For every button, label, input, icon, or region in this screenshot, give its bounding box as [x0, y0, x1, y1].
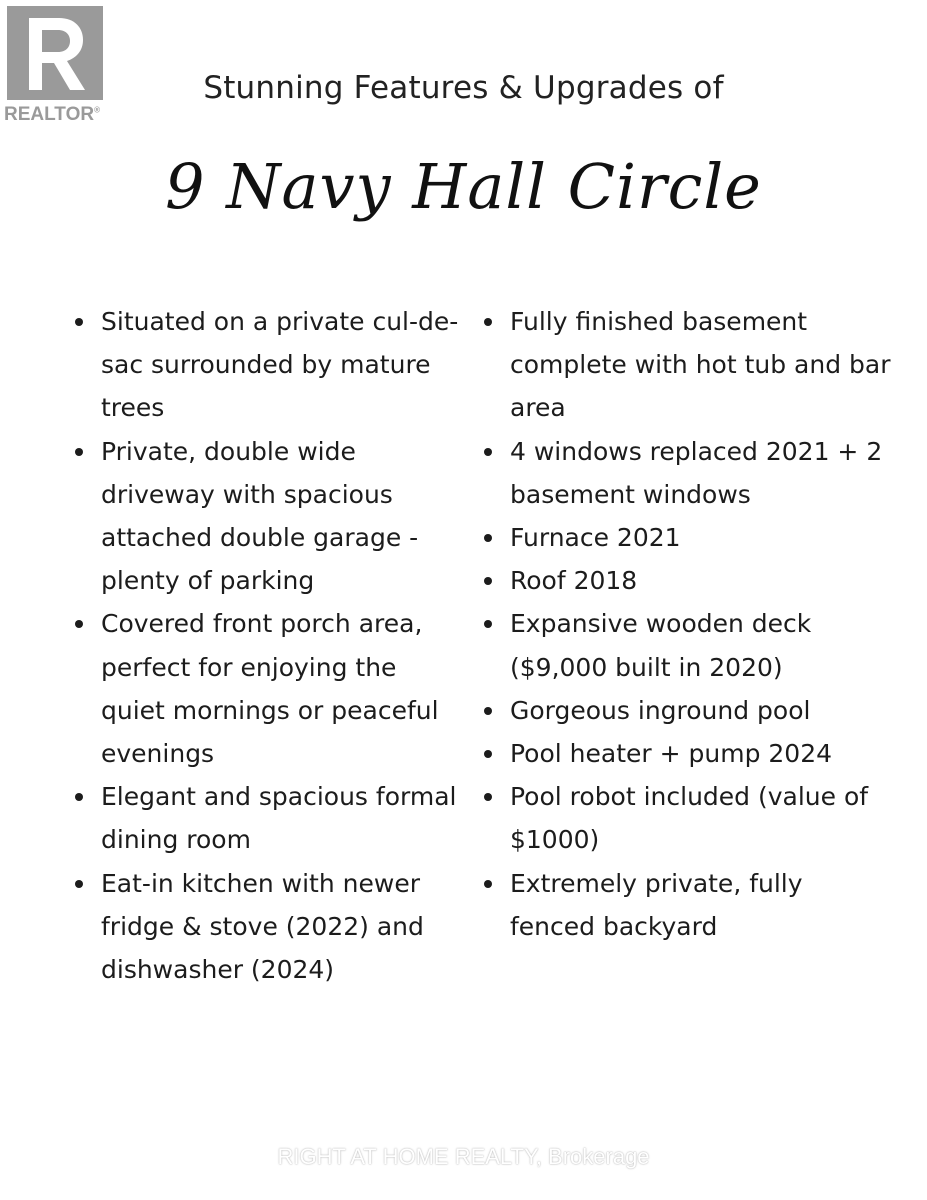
- bullet-icon: [484, 880, 492, 888]
- bullet-icon: [484, 750, 492, 758]
- realtor-logo: [4, 6, 108, 126]
- bullet-icon: [75, 448, 83, 456]
- bullet-icon: [75, 318, 83, 326]
- bullet-icon: [484, 577, 492, 585]
- list-item: Fully finished basement complete with hot tub and bar area: [484, 300, 894, 430]
- features-list-right: [484, 300, 894, 948]
- brokerage-watermark: RIGHT AT HOME REALTY, Brokerage: [277, 1144, 650, 1169]
- realtor-wordmark: REALTOR®: [4, 104, 100, 125]
- list-item: Pool robot included (value of $1000): [484, 775, 894, 861]
- list-item: Furnace 2021: [484, 516, 894, 559]
- page-subtitle: Stunning Features & Upgrades of: [203, 70, 724, 106]
- list-item: Expansive wooden deck ($9,000 built in 2020): [484, 602, 894, 688]
- list-item: Elegant and spacious formal dining room: [75, 775, 465, 861]
- bullet-icon: [484, 448, 492, 456]
- bullet-icon: [75, 880, 83, 888]
- list-item: Extremely private, fully fenced backyard: [484, 862, 894, 948]
- list-item: Private, double wide driveway with spacious attached double garage - plenty of parking: [75, 430, 465, 603]
- bullet-icon: [484, 318, 492, 326]
- bullet-icon: [484, 534, 492, 542]
- list-item: Gorgeous inground pool: [484, 689, 894, 732]
- list-item: Eat-in kitchen with newer fridge & stove (2022) and dishwasher (2024): [75, 862, 465, 992]
- bullet-icon: [484, 707, 492, 715]
- features-list-left: [75, 300, 465, 991]
- bullet-icon: [484, 793, 492, 801]
- property-address-title: 9 Navy Hall Circle: [165, 150, 762, 223]
- bullet-icon: [484, 620, 492, 628]
- list-item: Situated on a private cul-de-sac surrounded by mature trees: [75, 300, 465, 430]
- bullet-icon: [75, 620, 83, 628]
- list-item: Pool heater + pump 2024: [484, 732, 894, 775]
- list-item: 4 windows replaced 2021 + 2 basement windows: [484, 430, 894, 516]
- bullet-icon: [75, 793, 83, 801]
- list-item: Roof 2018: [484, 559, 894, 602]
- list-item: Covered front porch area, perfect for enjoying the quiet mornings or peaceful evenings: [75, 602, 465, 775]
